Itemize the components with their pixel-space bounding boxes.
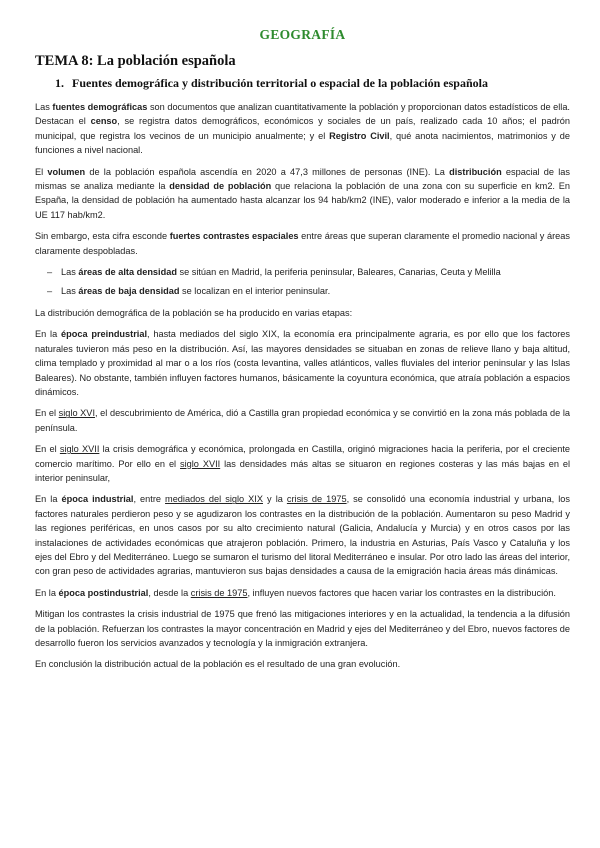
- term-fuentes-demograficas: fuentes demográficas: [52, 102, 148, 112]
- term-alta-densidad: áreas de alta densidad: [78, 267, 177, 278]
- text: que relaciona la población de una zona con su superficie en km2. En España, la densidad de población ha aumentado hasta alcanzar los 94 hab/km2 (INE), valor moderado e inferior a la media de la UE 117 hab/km2.: [35, 181, 570, 220]
- topic-title: TEMA 8: La población española: [35, 53, 236, 69]
- text: y la: [263, 494, 287, 505]
- term-volumen: volumen: [47, 166, 86, 177]
- paragraph-contrasts: [35, 229, 570, 258]
- text: las densidades más altas se situaron en regiones costeras y las más bajas en el interior peninsular,: [35, 458, 570, 483]
- term-mediados-siglo-xix: mediados del siglo XIX: [165, 494, 263, 505]
- dash-bullet: –: [47, 267, 53, 278]
- text: , qué anota nacimientos, matrimonios y de funciones a nivel nacional.: [35, 130, 570, 156]
- paragraph-sources: [35, 100, 570, 158]
- section-number: 1.: [55, 76, 64, 90]
- text: En la: [35, 494, 62, 505]
- term-baja-densidad: áreas de baja densidad: [78, 286, 180, 297]
- subject-header: GEOGRAFÍA: [259, 27, 346, 42]
- term-siglo-xvi: siglo XVI: [58, 408, 95, 419]
- paragraph-mitigation: Mitigan los contrastes la crisis industrial de 1975 que frenó las mitigaciones interiores y en la actualidad, la tendencia a la difusión de la población. Refuerzan los contrastes la mayor concentración en Madrid y ejes del Mediterráneo y del Ebro, nuevos factores de desarrollo fueron los servicios avanzados y tecnología y la inmigración extranjera.: [35, 609, 570, 648]
- text: de la población española ascendía en 2020 a 47,3 millones de personas (INE). La: [85, 166, 450, 177]
- text: , hasta mediados del siglo XIX, la economía era principalmente agraria, es por ello que los factores naturales tuvieron más peso en la distribución. Así, las mayores densidades se situaban en zonas de relieve llano y baja altitud, clima templado y proximidad al mar o a los ríos (costa levantina, valles atlánticos, valles fluviales del interior peninsular y las Islas Baleares). No obstante, también influyen factores humanos, básicamente la coyuntura económica, que atraía población a espacios dinámicos.: [35, 329, 570, 397]
- term-epoca-industrial: época industrial: [61, 494, 134, 505]
- paragraph-siglo-xvii: [35, 442, 570, 485]
- term-crisis-1975: crisis de 1975: [286, 494, 347, 505]
- term-registro-civil: Registro Civil: [329, 130, 390, 141]
- dash-bullet: –: [47, 286, 53, 297]
- text: la crisis demográfica y económica, prolongada en Castilla, originó migraciones hacia la periferia, por el creciente comercio marítimo. Por ello en el: [35, 444, 570, 469]
- paragraph-volume: [35, 165, 570, 223]
- term-censo: censo: [90, 116, 118, 127]
- term-densidad-poblacion: densidad de población: [169, 181, 272, 192]
- text: , se consolidó una economía industrial y urbana, los factores naturales perdieron peso y se agudizaron los contrastes en la distribución de la población. Aumentaron su peso Madrid y las regiones periféricas, en unos casos por su alto crecimiento natural (Galicia, Andalucía y Murcia) y en otros casos por las instalaciones de actividades económicas que atrajeron población. Primero, la industria en Asturias, País Vasco y Cataluña y los ejes del Ebro y del Mediterráneo. Luego se sumaron el turismo del litoral Mediterráneo e insular. Por otro lado las áreas del interior, con gran peso de actividades agrarias, mantuvieron sus bajas densidades a causa de la emigración hacia áreas más dinámicas.: [35, 494, 570, 577]
- text: En el: [35, 444, 60, 455]
- text: El: [35, 166, 48, 177]
- term-siglo-xvii: siglo XVII: [180, 458, 221, 469]
- text: entre áreas que superan claramente el promedio nacional y áreas claramente despobladas.: [35, 231, 570, 256]
- paragraph-postindustrial: [35, 586, 570, 600]
- term-fuertes-contrastes: fuertes contrastes espaciales: [169, 231, 299, 242]
- text: En la: [35, 329, 61, 340]
- term-epoca-preindustrial: época preindustrial: [61, 329, 148, 340]
- term-siglo-xvii: siglo XVII: [59, 444, 100, 455]
- text: Las: [61, 267, 79, 278]
- paragraph-industrial: [35, 492, 570, 578]
- text: , entre: [133, 494, 166, 505]
- text: Las: [35, 102, 53, 112]
- section-title: Fuentes demográfica y distribución territorial o espacial de la población española: [72, 76, 488, 90]
- paragraph-siglo-xvi: [35, 406, 570, 435]
- text: En el: [35, 408, 59, 419]
- density-list: [35, 265, 570, 299]
- list-item: [47, 284, 570, 298]
- text: son documentos que analizan cuantitativamente la población y proporcionan datos estadísticos de ella. Destacan el: [35, 102, 570, 127]
- text: Las: [61, 286, 79, 297]
- text: se localizan en el interior peninsular.: [179, 286, 331, 297]
- text: se sitúan en Madrid, la periferia peninsular, Baleares, Canarias, Ceuta y Melilla: [176, 267, 501, 278]
- text: , el descubrimiento de América, dió a Castilla gran propiedad económica y se convirtió en la zona más poblada de la península.: [35, 408, 570, 433]
- text: , desde la: [148, 587, 191, 598]
- paragraph-preindustrial: [35, 327, 570, 399]
- paragraph-stages-intro: La distribución demográfica de la población se ha producido en varias etapas:: [35, 307, 353, 318]
- paragraph-conclusion: En conclusión la distribución actual de la población es el resultado de una gran evolución.: [35, 659, 401, 670]
- list-item: [47, 265, 570, 279]
- text: , se registra datos demográficos, económicos y sociales de un país, realizado cada 10 años; el padrón municipal, que registra los vecinos de un municipio anualmente; y el: [35, 116, 570, 141]
- text: espacial de las mismas se analiza mediante la: [35, 166, 570, 192]
- text: , influyen nuevos factores que hacen variar los contrastes en la distribución.: [247, 587, 556, 598]
- term-distribucion: distribución: [449, 166, 502, 177]
- text: En la: [35, 587, 59, 598]
- section-heading: [55, 76, 570, 91]
- term-crisis-1975: crisis de 1975: [190, 587, 248, 598]
- text: Sin embargo, esta cifra esconde: [35, 231, 170, 242]
- term-epoca-postindustrial: época postindustrial: [58, 587, 149, 598]
